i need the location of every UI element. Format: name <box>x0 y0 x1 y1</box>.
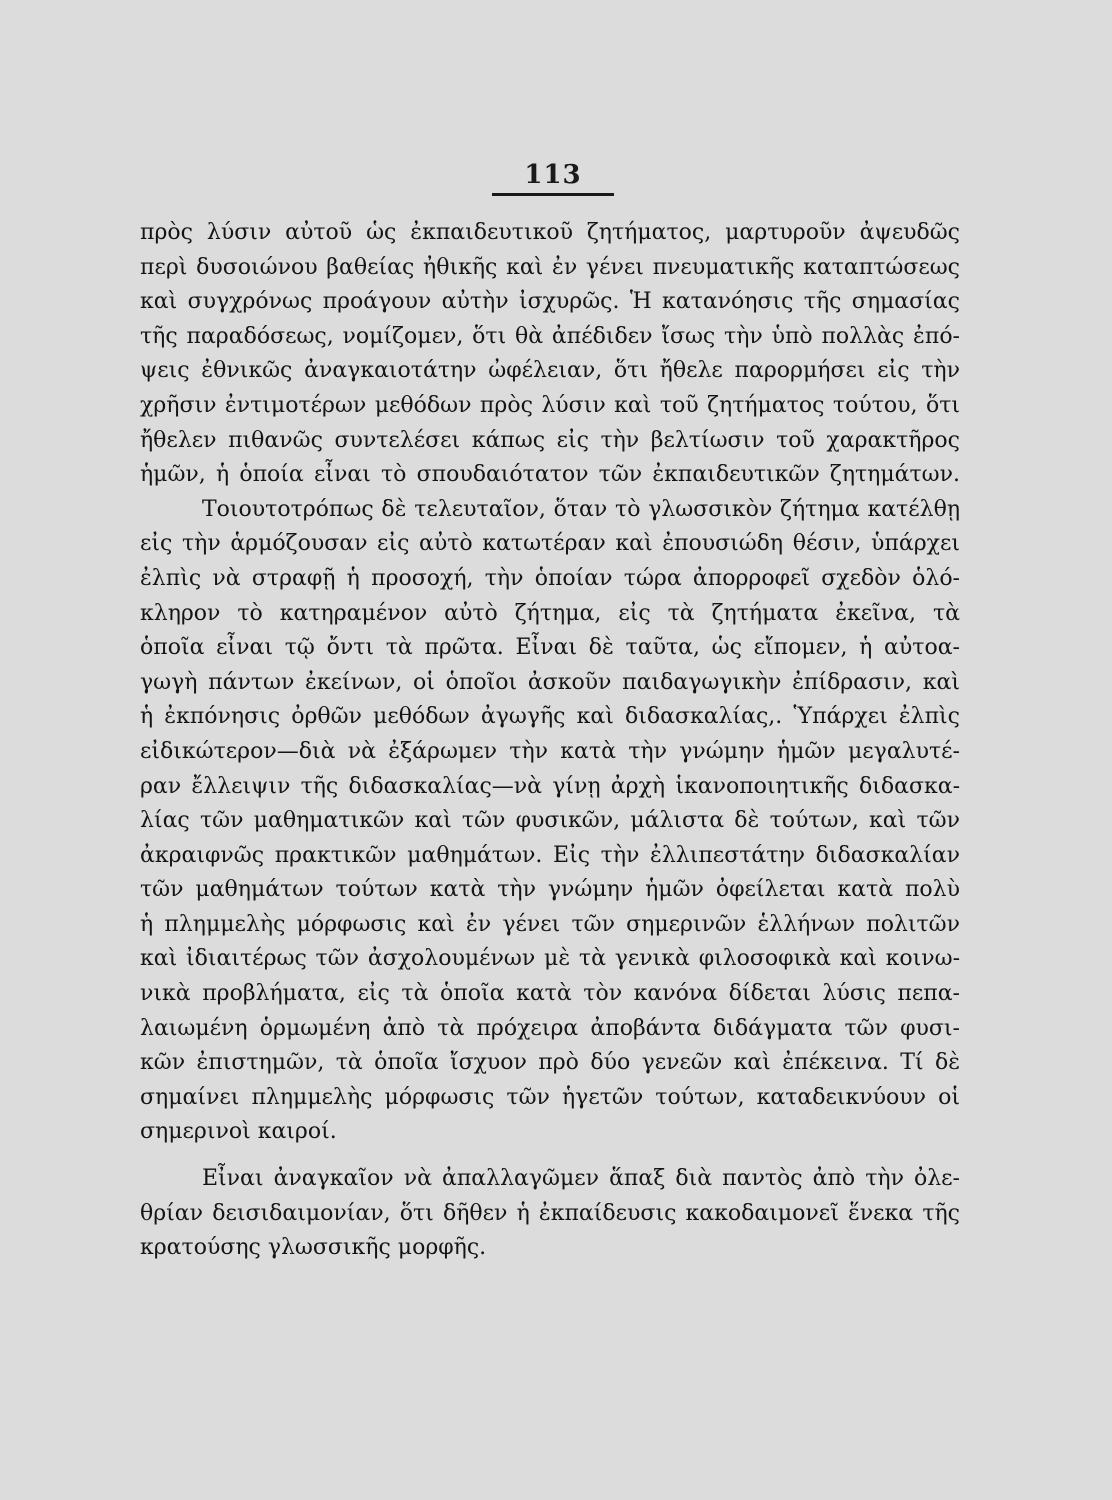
text-line: χρῆσιν ἐντιμοτέρων μεθόδων πρὸς λύσιν καὶ τοῦ ζητήματος τούτου, ὅτι <box>140 392 960 418</box>
text-line: κρατούσης γλωσσικῆς μορφῆς. <box>140 1235 487 1261</box>
text-line: ὁποῖα εἶναι τῷ ὄντι τὰ πρῶτα. Εἶναι δὲ ταῦτα, ὡς εἴπομεν, ἡ αὐτοα- <box>140 635 960 661</box>
text-line: γωγὴ πάντων ἐκείνων, οἱ ὁποῖοι ἀσκοῦν παιδαγωγικὴν ἐπίδρασιν, καὶ <box>140 669 960 695</box>
text-line: εἰς τὴν ἁρμόζουσαν εἰς αὐτὸ κατωτέραν καὶ ἐπουσιώδη θέσιν, ὑπάρχει <box>140 531 960 557</box>
page-number: 113 <box>524 160 582 190</box>
text-line: καὶ ἰδιαιτέρως τῶν ἀσχολουμένων μὲ τὰ γενικὰ φιλοσοφικὰ καὶ κοινω- <box>140 946 960 972</box>
paragraph-3 <box>140 1162 960 1266</box>
text-line: νικὰ προβλήματα, εἰς τὰ ὁποῖα κατὰ τὸν κανόνα δίδεται λύσις πεπα- <box>140 981 960 1007</box>
text-line: ἡ πλημμελὴς μόρφωσις καὶ ἐν γένει τῶν σημερινῶν ἑλλήνων πολιτῶν <box>140 911 960 937</box>
text-line: λαιωμένη ὁρμωμένη ἀπὸ τὰ πρόχειρα ἀποβάντα διδάγματα τῶν φυσι- <box>140 1015 960 1041</box>
text-line: ψεις ἐθνικῶς ἀναγκαιοτάτην ὠφέλειαν, ὅτι ἤθελε παρορμήσει εἰς τὴν <box>140 358 960 384</box>
text-line: σημαίνει πλημμελὴς μόρφωσις τῶν ἡγετῶν τούτων, καταδεικνύουν οἱ <box>140 1084 960 1110</box>
text-line: ἐλπὶς νὰ στραφῇ ἡ προσοχή, τὴν ὁποίαν τώρα ἀπορροφεῖ σχεδὸν ὁλό- <box>140 565 960 591</box>
text-line: Τοιουτοτρόπως δὲ τελευταῖον, ὅταν τὸ γλωσσικὸν ζήτημα κατέλθῃ <box>202 496 960 522</box>
text-line: ἡμῶν, ἡ ὁποία εἶναι τὸ σπουδαιότατον τῶν ἐκπαιδευτικῶν ζητημάτων. <box>140 462 960 488</box>
text-line: καὶ συγχρόνως προάγουν αὐτὴν ἰσχυρῶς. Ἡ κατανόησις τῆς σημασίας <box>140 289 960 315</box>
paragraph-1 <box>140 216 960 493</box>
page-number-rule <box>492 193 614 196</box>
text-line: περὶ δυσοιώνου βαθείας ἠθικῆς καὶ ἐν γένει πνευματικῆς καταπτώσεως <box>140 254 960 280</box>
text-line: ἡ ἐκπόνησις ὀρθῶν μεθόδων ἀγωγῆς καὶ διδασκαλίας,. Ὑπάρχει ἐλπὶς <box>140 704 960 730</box>
paragraph-2 <box>140 493 960 1150</box>
text-line: θρίαν δεισιδαιμονίαν, ὅτι δῆθεν ἡ ἐκπαίδευσις κακοδαιμονεῖ ἕνεκα τῆς <box>140 1200 960 1226</box>
text-line: εἰδικώτερον—διὰ νὰ ἐξάρωμεν τὴν κατὰ τὴν γνώμην ἡμῶν μεγαλυτέ- <box>140 738 960 764</box>
text-line: τῆς παραδόσεως, νομίζομεν, ὅτι θὰ ἀπέδιδεν ἴσως τὴν ὑπὸ πολλὰς ἐπό- <box>140 323 960 349</box>
text-line: κληρον τὸ κατηραμένον αὐτὸ ζήτημα, εἰς τὰ ζητήματα ἐκεῖνα, τὰ <box>140 600 960 626</box>
text-line: ἤθελεν πιθανῶς συντελέσει κάπως εἰς τὴν βελτίωσιν τοῦ χαρακτῆρος <box>140 427 960 453</box>
text-line: λίας τῶν μαθηματικῶν καὶ τῶν φυσικῶν, μάλιστα δὲ τούτων, καὶ τῶν <box>140 808 960 834</box>
text-line: ραν ἔλλειψιν τῆς διδασκαλίας—νὰ γίνῃ ἀρχὴ ἱκανοποιητικῆς διδασκα- <box>140 773 960 799</box>
body-text <box>140 216 960 1266</box>
text-line: σημερινοὶ καιροί. <box>140 1119 337 1145</box>
text-line: κῶν ἐπιστημῶν, τὰ ὁποῖα ἴσχυον πρὸ δύο γενεῶν καὶ ἐπέκεινα. Τί δὲ <box>140 1050 960 1076</box>
text-line: Εἶναι ἀναγκαῖον νὰ ἀπαλλαγῶμεν ἅπαξ διὰ παντὸς ἀπὸ τὴν ὀλε- <box>202 1166 960 1192</box>
text-line: ἀκραιφνῶς πρακτικῶν μαθημάτων. Εἰς τὴν ἐλλιπεστάτην διδασκαλίαν <box>140 842 960 868</box>
text-line: πρὸς λύσιν αὐτοῦ ὡς ἐκπαιδευτικοῦ ζητήματος, μαρτυροῦν ἀψευδῶς <box>140 220 960 245</box>
text-line: τῶν μαθημάτων τούτων κατὰ τὴν γνώμην ἡμῶν ὀφείλεται κατὰ πολὺ <box>140 877 960 903</box>
paragraph-gap <box>140 1150 960 1162</box>
